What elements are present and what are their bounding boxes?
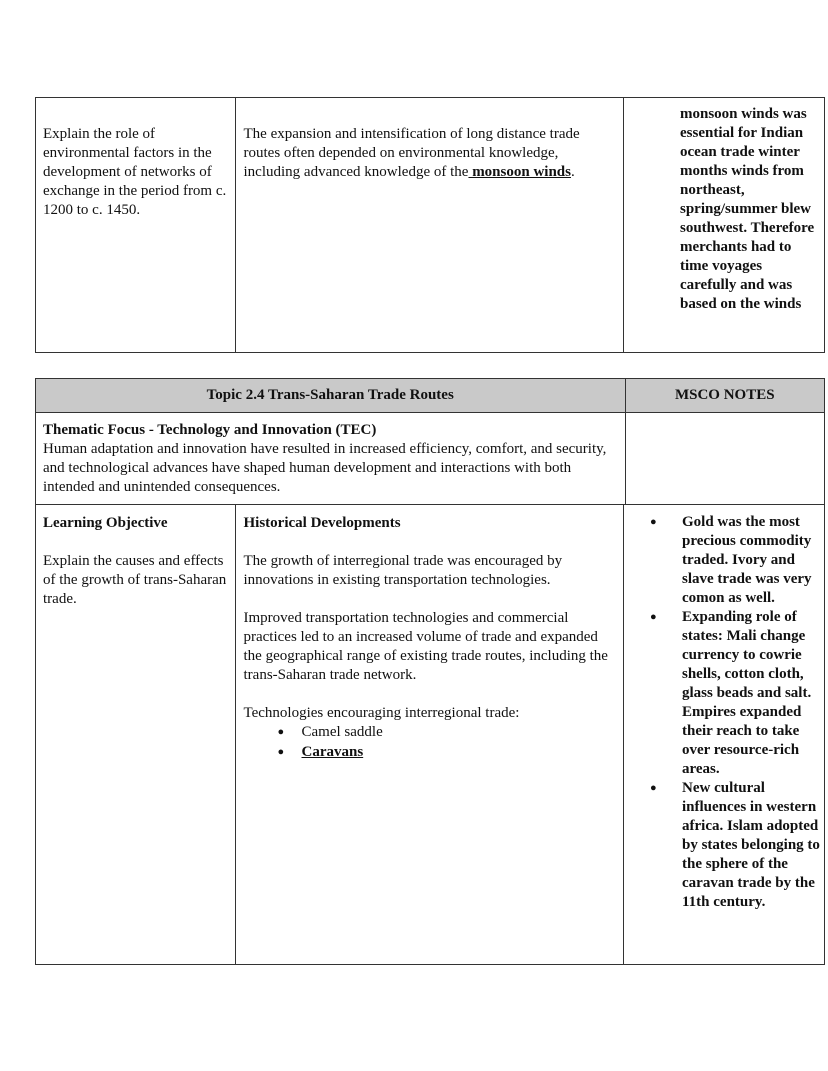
thematic-focus-cell bbox=[36, 413, 625, 504]
msco-note-states: Expanding role of states: Mali change currency to cowrie shells, cotton cloth, glass beads and salt. Empires expanded their reach to take over resource-rich areas. bbox=[682, 609, 812, 777]
thematic-focus-title: Thematic Focus - Technology and Innovation (TEC) bbox=[43, 422, 377, 438]
topic-2-4-table bbox=[35, 378, 825, 965]
msco-notes-header: MSCO NOTES bbox=[674, 387, 775, 403]
list-item bbox=[278, 723, 616, 743]
monsoon-notes-cell bbox=[623, 98, 824, 352]
environmental-objective-cell bbox=[36, 98, 235, 352]
historical-paragraph-3: Technologies encouraging interregional trade: bbox=[243, 705, 520, 721]
technology-bullet-caravans: Caravans bbox=[301, 744, 364, 760]
topic-header-row bbox=[36, 379, 824, 412]
environmental-development-text bbox=[244, 125, 614, 182]
list-item bbox=[650, 779, 820, 912]
technologies-bullet-list bbox=[244, 723, 616, 763]
thematic-focus-row bbox=[36, 412, 824, 504]
bullet-icon: ● bbox=[650, 516, 657, 528]
environmental-objective-text: Explain the role of environmental factors in the development of networks of exchange in the period from c. 1200 to c. 1450. bbox=[43, 126, 227, 218]
list-item bbox=[650, 608, 820, 779]
learning-objective-body: Explain the causes and effects of the growth of trans-Saharan trade. bbox=[43, 553, 227, 607]
environmental-development-cell bbox=[235, 98, 624, 352]
technology-bullet-camel-saddle: Camel saddle bbox=[301, 724, 383, 740]
msco-notes-header-cell bbox=[625, 379, 825, 412]
learning-objective-cell bbox=[36, 505, 235, 964]
msco-note-gold: Gold was the most precious commodity traded. Ivory and slave trade was very comon as well. bbox=[682, 514, 812, 606]
topic-title-cell bbox=[36, 379, 625, 412]
thematic-focus-body: Human adaptation and innovation have resulted in increased efficiency, comfort, and security, and technological advances have shaped human development and interactions with both intended and unintended consequences. bbox=[43, 441, 607, 495]
thematic-notes-empty-cell bbox=[625, 413, 825, 504]
development-text-after: . bbox=[570, 164, 575, 180]
historical-developments-title: Historical Developments bbox=[243, 515, 401, 531]
list-item bbox=[278, 743, 616, 763]
learning-objective-title: Learning Objective bbox=[43, 515, 168, 531]
bullet-icon: ● bbox=[650, 782, 657, 794]
topic-title: Topic 2.4 Trans-Saharan Trade Routes bbox=[206, 387, 454, 403]
exchange-networks-table bbox=[35, 97, 825, 353]
bullet-icon: ● bbox=[650, 611, 657, 623]
msco-notes-cell bbox=[623, 505, 824, 964]
development-text-before: The expansion and intensification of long distance trade routes often depended on environmental knowledge, including advanced knowledge of the bbox=[243, 126, 580, 180]
monsoon-notes-text: monsoon winds was essential for Indian ocean trade winter months winds from northeast, spring/summer blew southwest. Therefore merchants had to time voyages carefully and was based on the winds bbox=[680, 106, 815, 312]
historical-developments-cell bbox=[235, 505, 624, 964]
bullet-icon: ● bbox=[277, 746, 285, 758]
monsoon-winds-emphasis: monsoon winds bbox=[468, 164, 571, 180]
historical-paragraph-1: The growth of interregional trade was encouraged by innovations in existing transportation technologies. bbox=[243, 553, 563, 588]
msco-notes-bullet-list bbox=[624, 513, 820, 912]
bullet-icon: ● bbox=[277, 726, 285, 738]
msco-note-cultural: New cultural influences in western africa. Islam adopted by states belonging to the sphere of the caravan trade by the 11th century. bbox=[682, 780, 820, 910]
historical-paragraph-2: Improved transportation technologies and commercial practices led to an increased volume of trade and expanded the geographical range of existing trade routes, including the trans-Saharan trade network. bbox=[243, 610, 608, 683]
learning-objective-row bbox=[36, 504, 824, 964]
list-item bbox=[650, 513, 820, 608]
